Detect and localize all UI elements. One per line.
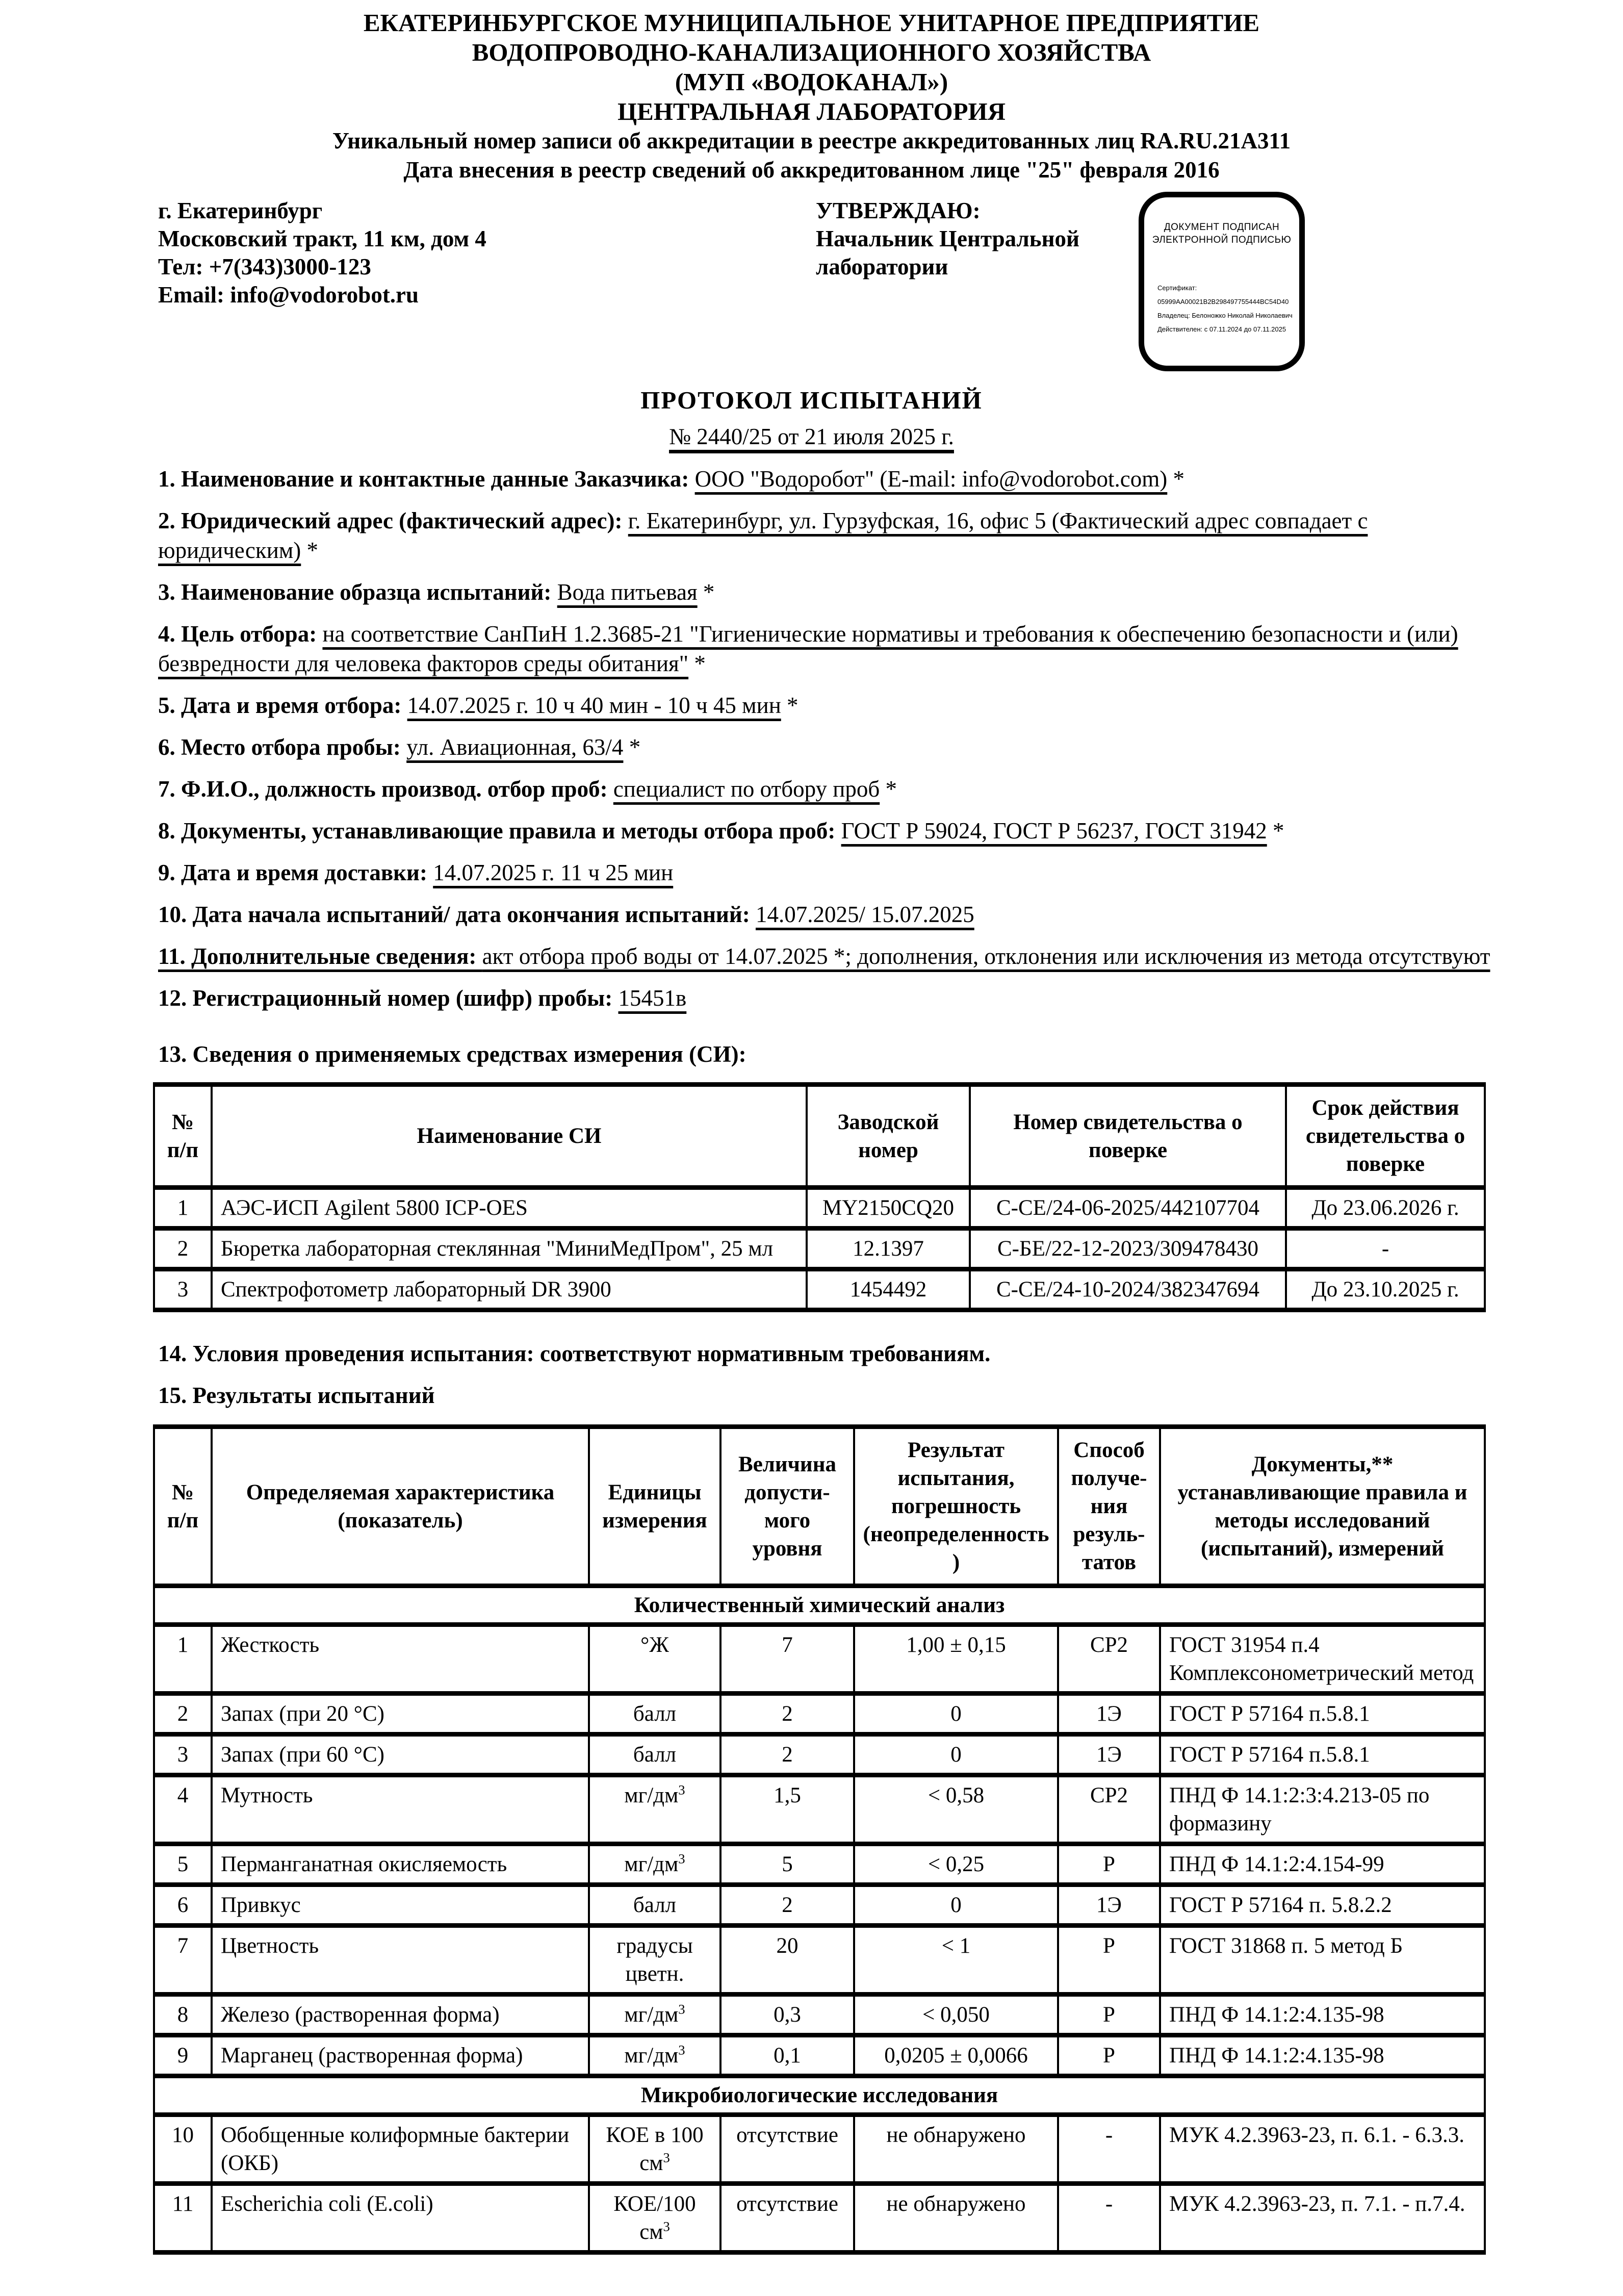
item-value: ГОСТ Р 59024, ГОСТ Р 56237, ГОСТ 31942 bbox=[841, 818, 1267, 844]
document-cell: ПНД Ф 14.1:2:4.135-98 bbox=[1160, 1995, 1485, 2035]
method-cell: 1Э bbox=[1058, 1885, 1160, 1926]
result-cell: 0 bbox=[854, 1694, 1058, 1734]
characteristic-cell: Привкус bbox=[212, 1885, 589, 1926]
protocol-number bbox=[0, 422, 1623, 451]
approve-role: Начальник Центральной лаборатории bbox=[816, 226, 1079, 279]
document-cell: ПНД Ф 14.1:2:4.135-98 bbox=[1160, 2035, 1485, 2076]
section-row bbox=[154, 1586, 1485, 1625]
stamp-title bbox=[1144, 221, 1299, 246]
document-cell: ГОСТ Р 57164 п. 5.8.2.2 bbox=[1160, 1885, 1485, 1926]
item-value: ул. Авиационная, 63/4 bbox=[406, 734, 624, 760]
protocol-item bbox=[158, 732, 1493, 762]
si-header-cell: № п/п bbox=[154, 1085, 212, 1188]
unit-superscript: 3 bbox=[678, 2042, 685, 2058]
limit-cell: 7 bbox=[720, 1625, 854, 1694]
unit-superscript: 3 bbox=[678, 1782, 685, 1798]
stamp-owner: Владелец: Белоножко Николай Николаевич bbox=[1157, 312, 1293, 319]
limit-cell: отсутствие bbox=[720, 2184, 854, 2253]
si-header-cell: Срок действия свидетельства о поверке bbox=[1286, 1085, 1485, 1188]
si-cell: С-СЕ/24-06-2025/442107704 bbox=[970, 1188, 1286, 1229]
unit-superscript: 3 bbox=[663, 2150, 670, 2165]
results-header-cell: Документы,** устанавливающие правила и методы исследований (испытаний), измерений bbox=[1160, 1427, 1485, 1586]
document-cell: ГОСТ 31868 п. 5 метод Б bbox=[1160, 1926, 1485, 1995]
org-name-line: ВОДОПРОВОДНО-КАНАЛИЗАЦИОННОГО ХОЗЯЙСТВА bbox=[472, 38, 1151, 66]
footnote-asterisk: * bbox=[781, 693, 798, 718]
document-header bbox=[0, 0, 1623, 185]
row-number-cell: 8 bbox=[154, 1995, 212, 2035]
result-row bbox=[154, 1625, 1485, 1694]
unit-cell: балл bbox=[589, 1885, 720, 1926]
protocol-item bbox=[158, 900, 1493, 929]
si-row bbox=[154, 1229, 1485, 1269]
org-name-line: ЦЕНТРАЛЬНАЯ ЛАБОРАТОРИЯ bbox=[617, 97, 1006, 125]
result-cell: 0 bbox=[854, 1734, 1058, 1775]
unit-cell: КОЕ в 100 $см^3$ bbox=[589, 2115, 720, 2184]
org-name-line: ЕКАТЕРИНБУРГСКОЕ МУНИЦИПАЛЬНОЕ УНИТАРНОЕ ПРЕДПРИЯТИЕ bbox=[363, 9, 1260, 37]
si-header-cell: Номер свидетельства о поверке bbox=[970, 1085, 1286, 1188]
method-cell: 1Э bbox=[1058, 1734, 1160, 1775]
si-cell: Спектрофотометр лабораторный DR 3900 bbox=[212, 1269, 807, 1310]
contact-address: Московский тракт, 11 км, дом 4 bbox=[158, 226, 486, 251]
item-label: 4. Цель отбора: bbox=[158, 621, 323, 647]
section-title: Количественный химический анализ bbox=[154, 1586, 1485, 1625]
result-row bbox=[154, 2115, 1485, 2184]
unit-cell: градусы цветн. bbox=[589, 1926, 720, 1995]
unit-cell: балл bbox=[589, 1734, 720, 1775]
limit-cell: 1,5 bbox=[720, 1775, 854, 1844]
limit-cell: 2 bbox=[720, 1734, 854, 1775]
item-label: 3. Наименование образца испытаний: bbox=[158, 579, 557, 605]
stamp-details bbox=[1157, 281, 1299, 336]
method-cell: СР2 bbox=[1058, 1775, 1160, 1844]
document-cell: ГОСТ 31954 п.4 Комплексонометрический метод bbox=[1160, 1625, 1485, 1694]
stamp-certificate: Сертификат: 05999AA00021B2B298497755444BC54D40 bbox=[1157, 284, 1289, 305]
item-label: 10. Дата начала испытаний/ дата окончания испытаний: bbox=[158, 902, 756, 927]
results-header-cell: Величина допусти- мого уровня bbox=[720, 1427, 854, 1586]
document-cell: МУК 4.2.3963-23, п. 7.1. - п.7.4. bbox=[1160, 2184, 1485, 2253]
protocol-item bbox=[158, 619, 1493, 678]
characteristic-cell: Цветность bbox=[212, 1926, 589, 1995]
characteristic-cell: Марганец (растворенная форма) bbox=[212, 2035, 589, 2076]
si-cell: 12.1397 bbox=[807, 1229, 970, 1269]
protocol-item bbox=[158, 816, 1493, 846]
item-value: ООО "Водоробот" (E-mail: info@vodorobot.com) bbox=[694, 466, 1168, 492]
approve-block bbox=[816, 197, 1122, 281]
method-cell: - bbox=[1058, 2184, 1160, 2253]
method-cell: - bbox=[1058, 2115, 1160, 2184]
result-row bbox=[154, 1926, 1485, 1995]
section-row bbox=[154, 2076, 1485, 2115]
items-container bbox=[158, 464, 1493, 1013]
document-cell: ПНД Ф 14.1:2:4.154-99 bbox=[1160, 1844, 1485, 1885]
contact-email: Email: info@vodorobot.ru bbox=[158, 282, 419, 308]
document-cell: ПНД Ф 14.1:2:3:4.213-05 по формазину bbox=[1160, 1775, 1485, 1844]
result-row bbox=[154, 1844, 1485, 1885]
si-cell: 3 bbox=[154, 1269, 212, 1310]
results-header-cell: Определяемая характеристика (показатель) bbox=[212, 1427, 589, 1586]
result-cell: < 0,050 bbox=[854, 1995, 1058, 2035]
item-label: 5. Дата и время отбора: bbox=[158, 693, 407, 718]
limit-cell: 2 bbox=[720, 1694, 854, 1734]
row-number-cell: 5 bbox=[154, 1844, 212, 1885]
si-cell: С-БЕ/22-12-2023/309478430 bbox=[970, 1229, 1286, 1269]
protocol-item bbox=[158, 858, 1493, 887]
si-header-row bbox=[154, 1085, 1485, 1188]
approve-title: УТВЕРЖДАЮ: bbox=[816, 198, 981, 223]
item-value: 14.07.2025 г. 11 ч 25 мин bbox=[433, 860, 674, 885]
item-label: 12. Регистрационный номер (шифр) пробы: bbox=[158, 985, 619, 1011]
characteristic-cell: Escherichia coli (E.coli) bbox=[212, 2184, 589, 2253]
result-row bbox=[154, 1694, 1485, 1734]
characteristic-cell: Жесткость bbox=[212, 1625, 589, 1694]
result-row bbox=[154, 2184, 1485, 2253]
result-cell: < 0,58 bbox=[854, 1775, 1058, 1844]
result-cell: < 0,25 bbox=[854, 1844, 1058, 1885]
registry-date-line: Дата внесения в реестр сведений об аккредитованном лице "25" февраля 2016 bbox=[403, 157, 1220, 183]
row-number-cell: 10 bbox=[154, 2115, 212, 2184]
characteristic-cell: Запах (при 20 °С) bbox=[212, 1694, 589, 1734]
limit-cell: 20 bbox=[720, 1926, 854, 1995]
title-block bbox=[0, 386, 1623, 451]
limit-cell: 0,3 bbox=[720, 1995, 854, 2035]
item-value: г. Екатеринбург, ул. Гурзуфская, 16, офис 5 (Фактический адрес совпадает с юридическим) bbox=[158, 508, 1368, 563]
method-cell: Р bbox=[1058, 1926, 1160, 1995]
si-header-cell: Наименование СИ bbox=[212, 1085, 807, 1188]
result-cell: 0,0205 ± 0,0066 bbox=[854, 2035, 1058, 2076]
protocol-title: ПРОТОКОЛ ИСПЫТАНИЙ bbox=[640, 386, 983, 414]
protocol-item bbox=[158, 691, 1493, 720]
document-cell: МУК 4.2.3963-23, п. 6.1. - 6.3.3. bbox=[1160, 2115, 1485, 2184]
row-number-cell: 9 bbox=[154, 2035, 212, 2076]
protocol-item bbox=[158, 506, 1493, 565]
item-value: на соответствие СанПиН 1.2.3685-21 "Гигиенические нормативы и требования к обеспечению безопасности и (или) безвредности для человека факторов среды обитания" bbox=[158, 621, 1458, 676]
results-header-cell: № п/п bbox=[154, 1427, 212, 1586]
result-row bbox=[154, 2035, 1485, 2076]
results-header-cell: Единицы измерения bbox=[589, 1427, 720, 1586]
accreditation-line: Уникальный номер записи об аккредитации в реестре аккредитованных лиц RA.RU.21A311 bbox=[332, 128, 1291, 154]
si-cell: До 23.10.2025 г. bbox=[1286, 1269, 1485, 1310]
unit-superscript: 3 bbox=[663, 2218, 670, 2234]
si-cell: 2 bbox=[154, 1229, 212, 1269]
si-table-label: 13. Сведения о применяемых средствах измерения (СИ): bbox=[158, 1041, 746, 1067]
row-number-cell: 7 bbox=[154, 1926, 212, 1995]
item-value: акт отбора проб воды от 14.07.2025 *; дополнения, отклонения или исключения из метода отсутствуют bbox=[482, 943, 1490, 969]
row-number-cell: 11 bbox=[154, 2184, 212, 2253]
protocol-item bbox=[158, 983, 1493, 1013]
item-value: 15451в bbox=[618, 985, 687, 1011]
result-cell: 0 bbox=[854, 1885, 1058, 1926]
item-value: 14.07.2025/ 15.07.2025 bbox=[755, 902, 974, 927]
results-table bbox=[153, 1424, 1486, 2255]
unit-superscript: 3 bbox=[678, 1851, 685, 1867]
footnote-asterisk: * bbox=[301, 538, 319, 563]
item-value: 14.07.2025 г. 10 ч 40 мин - 10 ч 45 мин bbox=[407, 693, 781, 718]
row-number-cell: 4 bbox=[154, 1775, 212, 1844]
results-header-cell: Результат испытания, погрешность (неопределенность) bbox=[854, 1427, 1058, 1586]
info-row bbox=[0, 185, 1623, 385]
limit-cell: 2 bbox=[720, 1885, 854, 1926]
protocol-number-text: № 2440/25 от 21 июля 2025 г. bbox=[669, 424, 954, 449]
document-cell: ГОСТ Р 57164 п.5.8.1 bbox=[1160, 1694, 1485, 1734]
results-header-row bbox=[154, 1427, 1485, 1586]
unit-superscript: 3 bbox=[678, 2001, 685, 2017]
contact-phone: Тел: +7(343)3000-123 bbox=[158, 254, 371, 279]
row-number-cell: 3 bbox=[154, 1734, 212, 1775]
method-cell: СР2 bbox=[1058, 1625, 1160, 1694]
stamp-title-line: ДОКУМЕНТ ПОДПИСАН bbox=[1164, 222, 1280, 233]
footnote-asterisk: * bbox=[697, 579, 715, 605]
result-cell: 1,00 ± 0,15 bbox=[854, 1625, 1058, 1694]
si-cell: 1 bbox=[154, 1188, 212, 1229]
protocol-item bbox=[158, 577, 1493, 607]
unit-cell: КОЕ/100 $см^3$ bbox=[589, 2184, 720, 2253]
row-number-cell: 1 bbox=[154, 1625, 212, 1694]
measuring-instruments-table bbox=[153, 1082, 1486, 1312]
si-cell: Бюретка лабораторная стеклянная "МиниМедПром", 25 мл bbox=[212, 1229, 807, 1269]
si-row bbox=[154, 1269, 1485, 1310]
unit-cell: °Ж bbox=[589, 1625, 720, 1694]
si-header-cell: Заводской номер bbox=[807, 1085, 970, 1188]
row-number-cell: 6 bbox=[154, 1885, 212, 1926]
characteristic-cell: Перманганатная окисляемость bbox=[212, 1844, 589, 1885]
footnote-asterisk: * bbox=[623, 734, 641, 760]
contact-block bbox=[158, 197, 486, 309]
characteristic-cell: Мутность bbox=[212, 1775, 589, 1844]
item-value: специалист по отбору проб bbox=[613, 776, 880, 802]
item-label: 7. Ф.И.О., должность производ. отбор проб: bbox=[158, 776, 613, 802]
contact-city: г. Екатеринбург bbox=[158, 198, 323, 223]
item-label: 6. Место отбора пробы: bbox=[158, 734, 407, 760]
result-row bbox=[154, 1885, 1485, 1926]
result-cell: не обнаружено bbox=[854, 2115, 1058, 2184]
org-name-line: (МУП «ВОДОКАНАЛ») bbox=[675, 68, 948, 96]
item-label: 1. Наименование и контактные данные Заказчика: bbox=[158, 466, 695, 492]
si-cell: С-СЕ/24-10-2024/382347694 bbox=[970, 1269, 1286, 1310]
method-cell: Р bbox=[1058, 1844, 1160, 1885]
item-value: Вода питьевая bbox=[557, 579, 698, 605]
si-cell: 1454492 bbox=[807, 1269, 970, 1310]
protocol-item bbox=[158, 774, 1493, 804]
unit-cell: $мг/дм^3$ bbox=[589, 1844, 720, 1885]
method-cell: Р bbox=[1058, 2035, 1160, 2076]
document-cell: ГОСТ Р 57164 п.5.8.1 bbox=[1160, 1734, 1485, 1775]
stamp-validity: Действителен: с 07.11.2024 до 07.11.2025 bbox=[1157, 325, 1286, 333]
limit-cell: 5 bbox=[720, 1844, 854, 1885]
si-cell: MY2150CQ20 bbox=[807, 1188, 970, 1229]
si-cell: - bbox=[1286, 1229, 1485, 1269]
characteristic-cell: Обобщенные колиформные бактерии (ОКБ) bbox=[212, 2115, 589, 2184]
document-body bbox=[158, 464, 1493, 2255]
si-row bbox=[154, 1188, 1485, 1229]
method-cell: Р bbox=[1058, 1995, 1160, 2035]
method-cell: 1Э bbox=[1058, 1694, 1160, 1734]
result-cell: < 1 bbox=[854, 1926, 1058, 1995]
row-number-cell: 2 bbox=[154, 1694, 212, 1734]
unit-cell: $мг/дм^3$ bbox=[589, 2035, 720, 2076]
item-label: 8. Документы, устанавливающие правила и методы отбора проб: bbox=[158, 818, 841, 844]
result-row bbox=[154, 1775, 1485, 1844]
footnote-asterisk: * bbox=[1167, 466, 1184, 492]
item-label: 9. Дата и время доставки: bbox=[158, 860, 433, 885]
unit-cell: балл bbox=[589, 1694, 720, 1734]
digital-signature-stamp bbox=[1139, 192, 1305, 371]
footnote-asterisk: * bbox=[1267, 818, 1284, 844]
results-header-cell: Способ получе- ния резуль- татов bbox=[1058, 1427, 1160, 1586]
unit-cell: $мг/дм^3$ bbox=[589, 1775, 720, 1844]
item-label: 2. Юридический адрес (фактический адрес): bbox=[158, 508, 628, 533]
section-title: Микробиологические исследования bbox=[154, 2076, 1485, 2115]
result-row bbox=[154, 1995, 1485, 2035]
protocol-item bbox=[158, 941, 1493, 971]
result-row bbox=[154, 1734, 1485, 1775]
result-cell: не обнаружено bbox=[854, 2184, 1058, 2253]
conditions-line: 14. Условия проведения испытания: соответствуют нормативным требованиям. bbox=[158, 1341, 991, 1366]
footnote-asterisk: * bbox=[688, 651, 706, 676]
characteristic-cell: Железо (растворенная форма) bbox=[212, 1995, 589, 2035]
limit-cell: 0,1 bbox=[720, 2035, 854, 2076]
stamp-title-line: ЭЛЕКТРОННОЙ ПОДПИСЬЮ bbox=[1152, 235, 1292, 245]
si-cell: До 23.06.2026 г. bbox=[1286, 1188, 1485, 1229]
footnote-asterisk: * bbox=[880, 776, 897, 802]
limit-cell: отсутствие bbox=[720, 2115, 854, 2184]
item-label: 11. Дополнительные сведения: bbox=[158, 943, 482, 969]
results-label: 15. Результаты испытаний bbox=[158, 1383, 435, 1408]
characteristic-cell: Запах (при 60 °С) bbox=[212, 1734, 589, 1775]
unit-cell: $мг/дм^3$ bbox=[589, 1995, 720, 2035]
protocol-item bbox=[158, 464, 1493, 494]
si-cell: АЭС-ИСП Agilent 5800 ICP-OES bbox=[212, 1188, 807, 1229]
